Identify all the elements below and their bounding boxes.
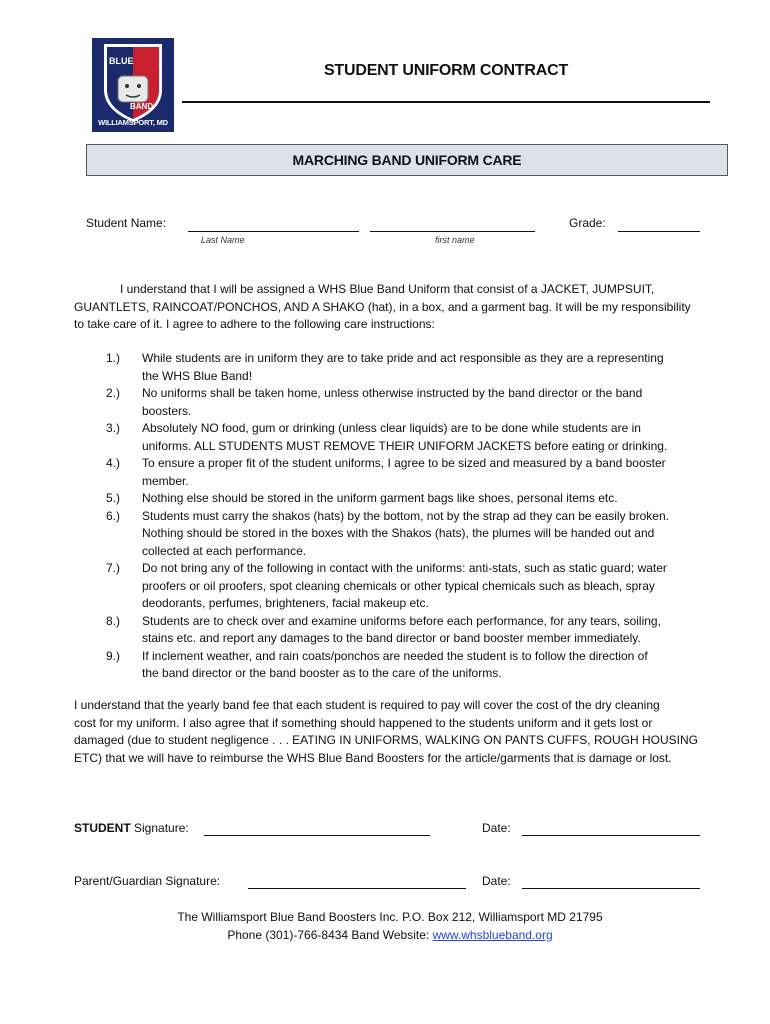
parent-signature-field[interactable] (248, 888, 466, 889)
item-text: If inclement weather, and rain coats/ponchos are needed the student is to follow the direction of (142, 648, 648, 663)
student-date-field[interactable] (522, 835, 700, 836)
closing-line: damaged (due to student negligence . . . EATING IN UNIFORMS, WALKING ON PANTS CUFFS, ROUGH HOUSING (74, 733, 698, 748)
item-text: Nothing should be stored in the boxes with the Shakos (hats), the plumes will be handed out and (142, 526, 655, 540)
list-item (106, 420, 710, 455)
footer-address: The Williamsport Blue Band Boosters Inc. P.O. Box 212, Williamsport MD 21795 (177, 910, 603, 924)
care-instructions-list (106, 350, 710, 683)
student-name-label: Student Name: (86, 216, 167, 230)
student-signature-label (74, 820, 189, 838)
closing-line: cost for my uniform. I also agree that if something should happened to the students uniform and it gets lost or (74, 715, 653, 730)
item-text: stains etc. and report any damages to the band director or band booster member immediately. (142, 631, 641, 645)
item-text: Students must carry the shakos (hats) by the bottom, not by the strap ad they can be easily broken. (142, 508, 669, 523)
item-text: collected at each performance. (142, 543, 307, 558)
student-date-label: Date: (482, 821, 511, 835)
item-text: boosters. (142, 403, 192, 418)
parent-date-field[interactable] (522, 888, 700, 889)
list-item (106, 613, 710, 648)
website-link[interactable]: www.whsblueband.org (432, 928, 553, 942)
item-number: 5.) (106, 491, 121, 505)
title-underline (182, 101, 710, 103)
logo-caption: WILLIAMSPORT, MD (98, 118, 168, 127)
student-bold-label: STUDENT (74, 821, 131, 835)
item-number: 7.) (106, 561, 121, 575)
last-name-field[interactable] (188, 231, 359, 232)
list-item (106, 455, 710, 490)
closing-paragraph (74, 697, 710, 767)
footer (120, 908, 660, 944)
item-number: 6.) (106, 508, 121, 523)
footer-phone: Phone (301)-766-8434 Band Website: (227, 928, 433, 942)
item-text: To ensure a proper fit of the student uniforms, I agree to be sized and measured by a band booster (142, 456, 666, 470)
intro-paragraph (74, 281, 710, 334)
closing-line: I understand that the yearly band fee that each student is required to pay will cover the cost of the dry cleaning (74, 698, 660, 712)
footer-contact (120, 926, 660, 944)
band-logo (92, 38, 174, 132)
item-text: Absolutely NO food, gum or drinking (unless clear liquids) are to be done while students are in (142, 421, 641, 435)
item-number: 3.) (106, 421, 121, 435)
closing-line: ETC) that we will have to reimburse the WHS Blue Band Boosters for the article/garments that is damage or lost. (74, 750, 672, 765)
section-banner: MARCHING BAND UNIFORM CARE (86, 144, 728, 176)
first-name-field[interactable] (370, 231, 535, 232)
list-item (106, 648, 710, 683)
parent-signature-label: Parent/Guardian Signature: (74, 874, 221, 888)
first-name-hint: first name (435, 235, 475, 245)
item-text: While students are in uniform they are to take pride and act responsible as they are a representing (142, 351, 664, 365)
item-number: 8.) (106, 613, 121, 628)
item-text: uniforms. ALL STUDENTS MUST REMOVE THEIR UNIFORM JACKETS before eating or drinking. (142, 438, 668, 453)
list-item (106, 490, 710, 508)
grade-field[interactable] (618, 231, 700, 232)
item-text: Do not bring any of the following in contact with the uniforms: anti-stats, such as static guard; water (142, 561, 667, 575)
item-number: 1.) (106, 351, 121, 365)
item-text: deodorants, perfumes, brighteners, facial makeup etc. (142, 596, 429, 610)
item-number: 2.) (106, 386, 121, 400)
page-title: STUDENT UNIFORM CONTRACT (323, 62, 569, 79)
student-signature-field[interactable] (204, 835, 430, 836)
logo-word-blue: BLUE (109, 56, 134, 66)
intro-line: GUANTLETS, RAINCOAT/PONCHOS, AND A SHAKO (hat), in a box, and a garment bag. It will be my responsibility (74, 299, 691, 314)
item-text: the WHS Blue Band! (142, 368, 253, 383)
logo-word-band: BAND (130, 102, 154, 111)
item-number: 4.) (106, 456, 121, 470)
last-name-hint: Last Name (201, 235, 245, 245)
signature-word: Signature: (130, 821, 189, 835)
intro-line: I understand that I will be assigned a WHS Blue Band Uniform that consist of a JACKET, JUMPSUIT, (120, 282, 655, 296)
intro-line: to take care of it. I agree to adhere to the following care instructions: (74, 317, 435, 332)
list-item (106, 385, 710, 420)
grade-label: Grade: (569, 216, 606, 230)
item-text: member. (142, 473, 189, 488)
item-text: Students are to check over and examine uniforms before each performance, for any tears, soiling, (142, 613, 661, 628)
list-item (106, 508, 710, 561)
parent-date-label: Date: (482, 874, 511, 888)
item-text: the band director or the band booster as to the care of the uniforms. (142, 666, 502, 680)
list-item (106, 560, 710, 613)
list-item (106, 350, 710, 385)
item-text: Nothing else should be stored in the uniform garment bags like shoes, personal items etc. (142, 491, 618, 505)
item-text: No uniforms shall be taken home, unless otherwise instructed by the band director or the band (142, 386, 643, 400)
item-number: 9.) (106, 648, 121, 663)
item-text: proofers or oil proofers, spot cleaning chemicals or other typical chemicals such as bleach, spray (142, 578, 655, 593)
